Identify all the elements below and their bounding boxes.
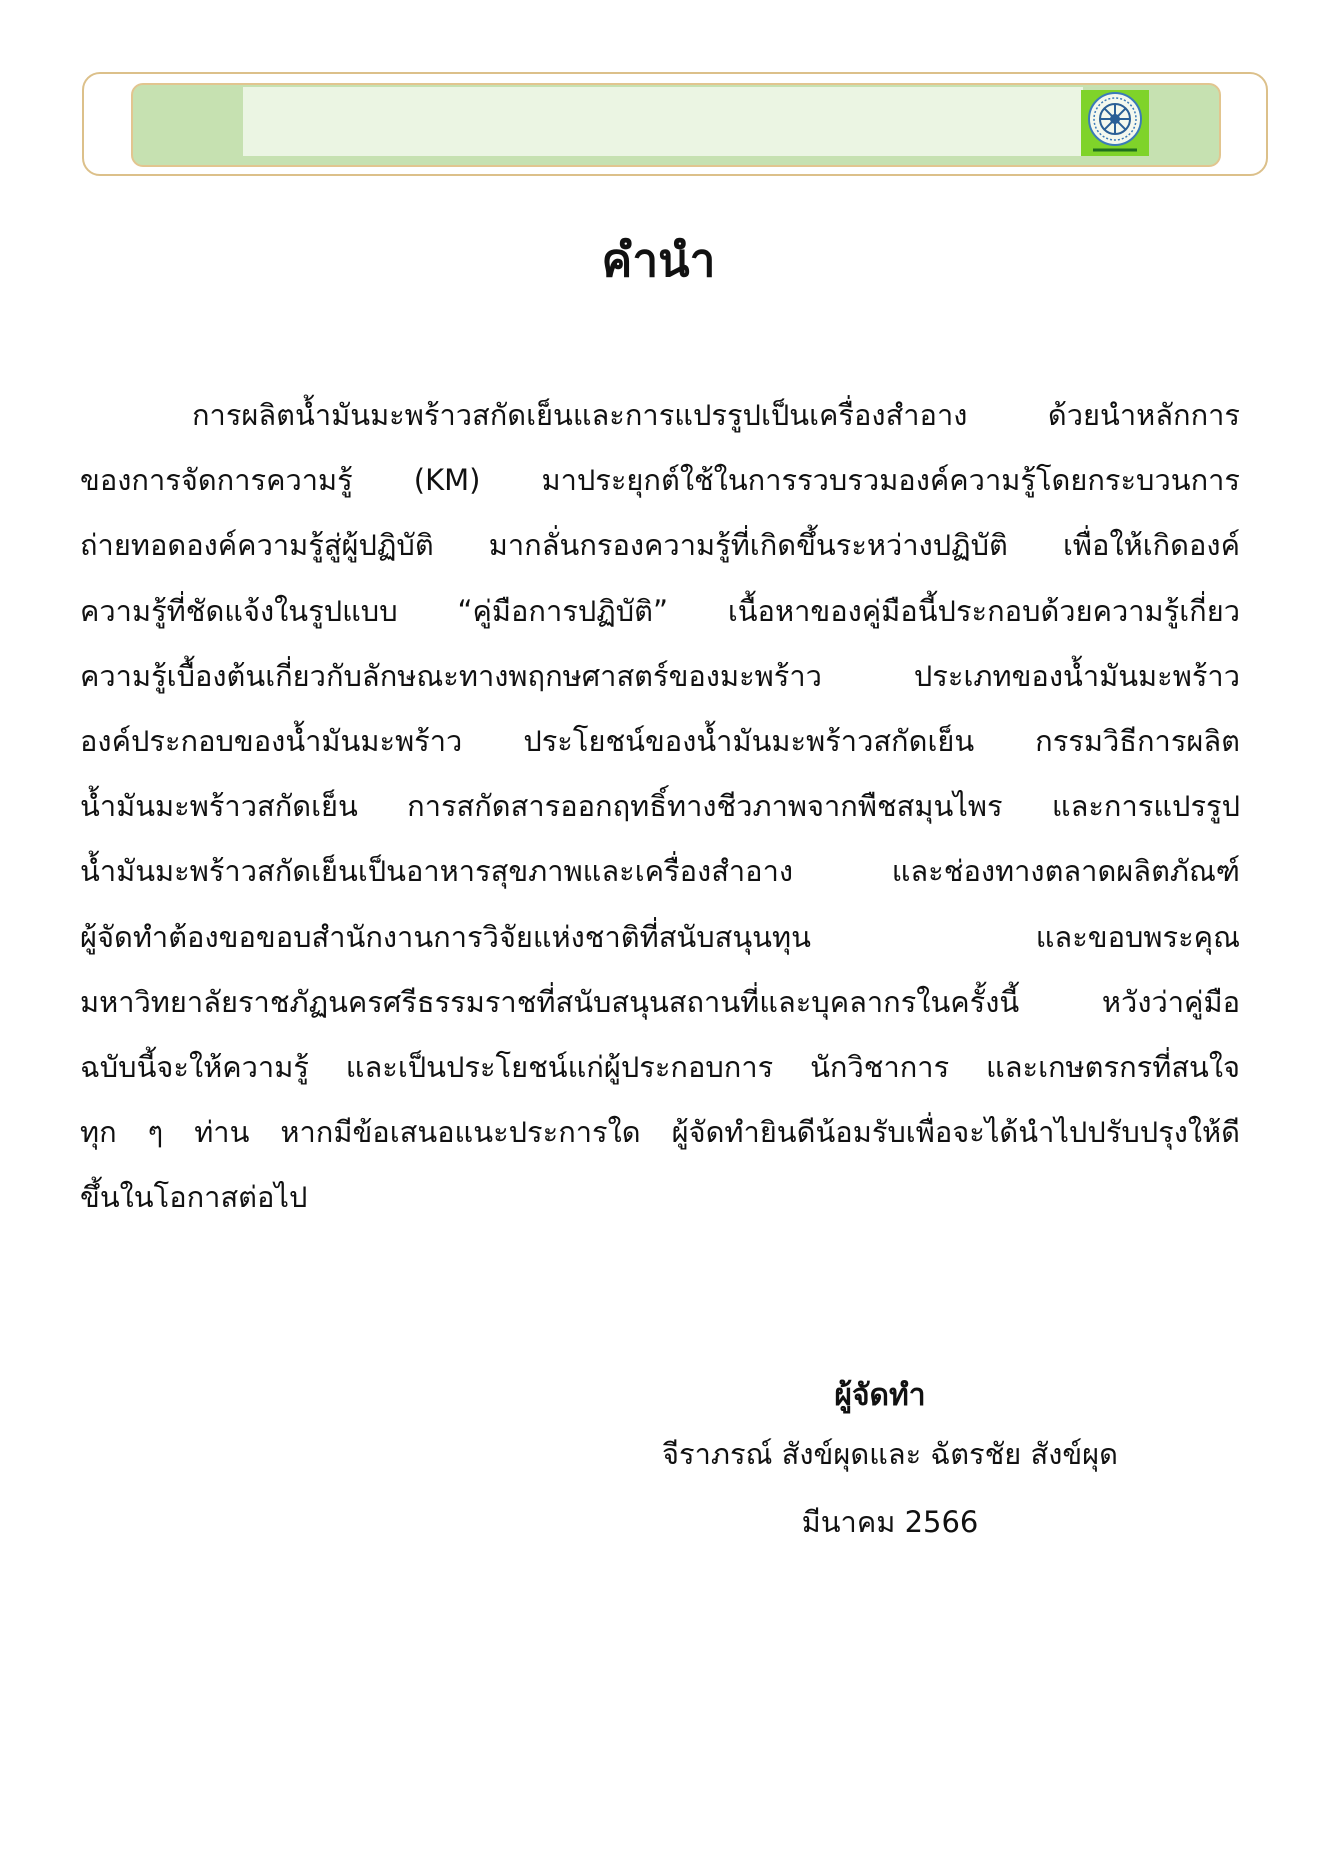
- body-line: ผู้จัดทำต้องขอขอบสำนักงานการวิจัยแห่งชาติที่สนับสนุนทุน และขอบพระคุณ: [80, 919, 1240, 954]
- body-line: น้ำมันมะพร้าวสกัดเย็นเป็นอาหารสุขภาพและเครื่องสำอาง และช่องทางตลาดผลิตภัณฑ์: [80, 854, 1240, 889]
- university-seal-icon: [1081, 90, 1149, 156]
- publication-date: มีนาคม 2566: [801, 1505, 979, 1539]
- body-line: มหาวิทยาลัยราชภัฏนครศรีธรรมราชที่สนับสนุนสถานที่และบุคลากรในครั้งนี้ หวังว่าคู่มือ: [80, 984, 1240, 1019]
- body-line: การผลิตน้ำมันมะพร้าวสกัดเย็นและการแปรรูปเป็นเครื่องสำอาง ด้วยนำหลักการ: [192, 398, 1240, 432]
- preface-body: [80, 383, 1240, 1230]
- body-line: ขึ้นในโอกาสต่อไป: [80, 1180, 308, 1215]
- author-role: ผู้จัดทำ: [834, 1378, 926, 1413]
- body-line: ฉบับนี้จะให้ความรู้ และเป็นประโยชน์แก่ผู้ประกอบการ นักวิชาการ และเกษตรกรที่สนใจ: [80, 1049, 1240, 1084]
- body-line: ถ่ายทอดองค์ความรู้สู่ผู้ปฏิบัติ มากลั่นกรองความรู้ที่เกิดขึ้นระหว่างปฏิบัติ เพื่อให้เกิดองค์: [80, 528, 1240, 563]
- author-names: จีราภรณ์ สังข์ผุดและ ฉัตรชัย สังข์ผุด: [662, 1437, 1118, 1471]
- body-line: ความรู้ที่ชัดแจ้งในรูปแบบ “คู่มือการปฏิบัติ” เนื้อหาของคู่มือนี้ประกอบด้วยความรู้เกี่ยว: [80, 593, 1240, 628]
- body-line: ทุก ๆ ท่าน หากมีข้อเสนอแนะประการใด ผู้จัดทำยินดีน้อมรับเพื่อจะได้นำไปปรับปรุงให้ดี: [80, 1115, 1240, 1150]
- page-title: คำนำ: [601, 233, 716, 287]
- signature-block: [600, 1370, 1180, 1548]
- body-line: ความรู้เบื้องต้นเกี่ยวกับลักษณะทางพฤกษศาสตร์ของมะพร้าว ประเภทของน้ำมันมะพร้าว: [80, 658, 1240, 693]
- body-line: ของการจัดการความรู้ (KM) มาประยุกต์ใช้ในการรวบรวมองค์ความรู้โดยกระบวนการ: [80, 463, 1240, 498]
- body-line: องค์ประกอบของน้ำมันมะพร้าว ประโยชน์ของน้ำมันมะพร้าวสกัดเย็น กรรมวิธีการผลิต: [80, 723, 1240, 758]
- body-line: น้ำมันมะพร้าวสกัดเย็น การสกัดสารออกฤทธิ์ทางชีวภาพจากพืชสมุนไพร และการแปรรูป: [80, 789, 1240, 824]
- header-inner-panel: [243, 87, 1083, 156]
